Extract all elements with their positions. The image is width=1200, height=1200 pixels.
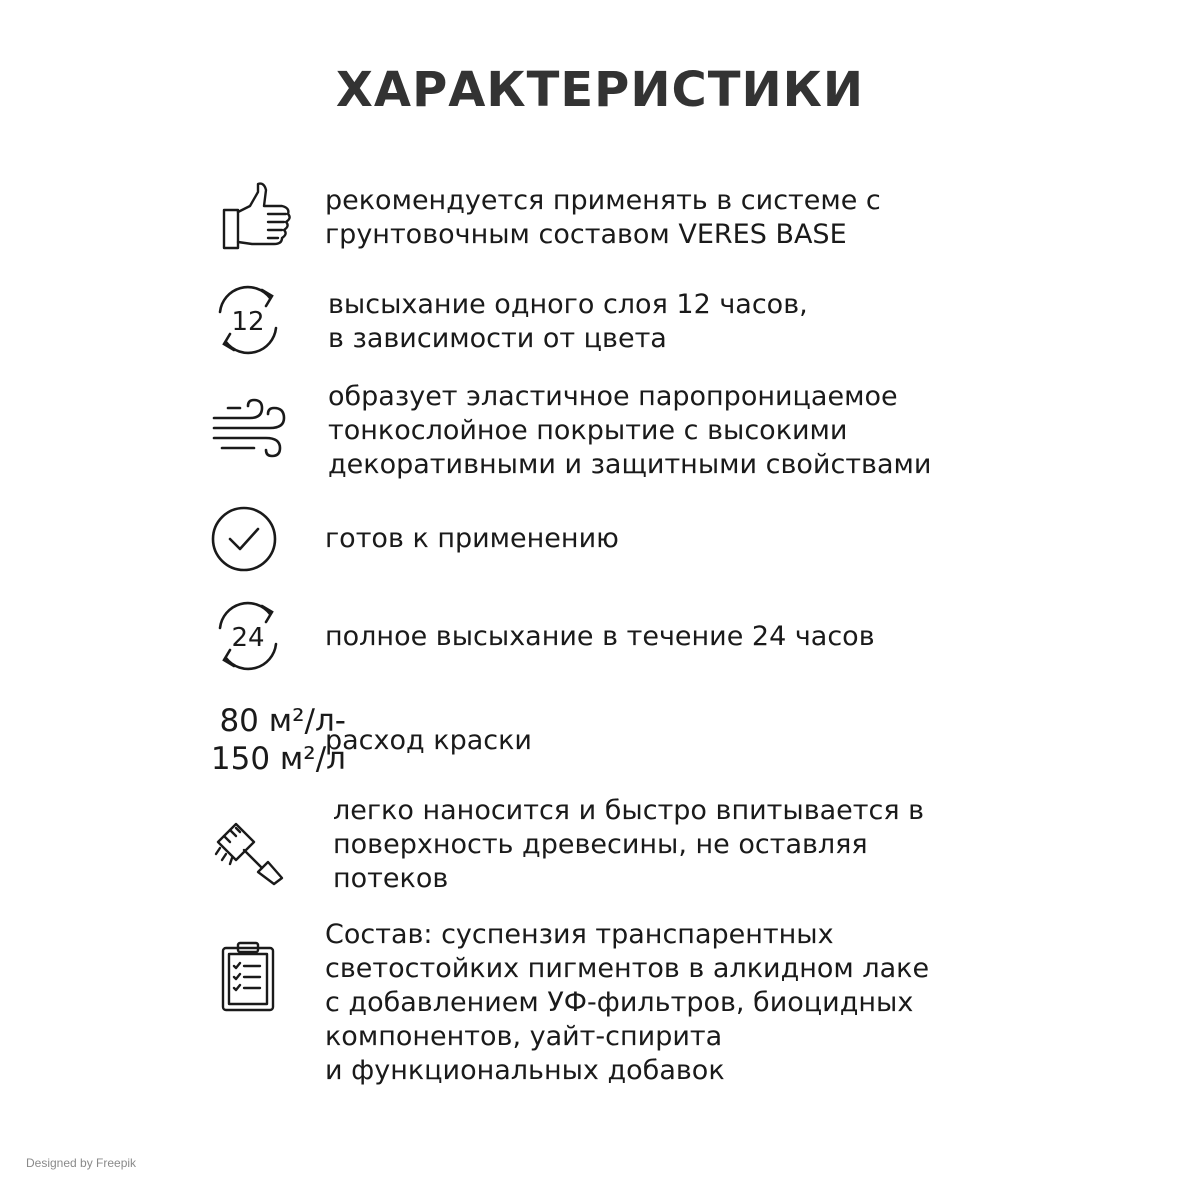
check-circle-icon bbox=[210, 505, 278, 573]
designer-credit: Designed by Freepik bbox=[26, 1156, 137, 1170]
clock-24-label: 24 bbox=[231, 623, 265, 653]
feature-text: расход краски bbox=[325, 725, 532, 756]
feature-text: полное высыхание в течение 24 часов bbox=[325, 621, 875, 652]
coverage-rate-value: 80 м²/л- 150 м²/л bbox=[210, 703, 346, 777]
wind-icon bbox=[210, 398, 290, 458]
feature-text: Состав: суспензия транспарентных светостойких пигментов в алкидном лаке с добавлением УФ-фильтров, биоцидных компонентов, уайт-спирита и функциональных добавок bbox=[325, 919, 930, 1086]
feature-text: рекомендуется применять в системе с грунтовочным составом VERES BASE bbox=[325, 185, 881, 250]
clock-12-label: 12 bbox=[231, 307, 265, 337]
page-title: ХАРАКТЕРИСТИКИ bbox=[335, 62, 865, 118]
feature-text: легко наносится и быстро впитывается в поверхность древесины, не оставляя потеков bbox=[333, 795, 925, 894]
clock-24-hours-icon bbox=[208, 598, 288, 674]
feature-text: готов к применению bbox=[325, 523, 619, 554]
thumbs-up-icon bbox=[218, 180, 296, 252]
feature-text: высыхание одного слоя 12 часов, в зависимости от цвета bbox=[328, 289, 808, 354]
paint-brush-icon bbox=[214, 820, 286, 886]
clock-12-hours-icon bbox=[208, 282, 288, 358]
feature-text: образует эластичное паропроницаемое тонкослойное покрытие с высокими декоративными и защитными свойствами bbox=[328, 381, 932, 480]
clipboard-checklist-icon bbox=[220, 940, 276, 1014]
